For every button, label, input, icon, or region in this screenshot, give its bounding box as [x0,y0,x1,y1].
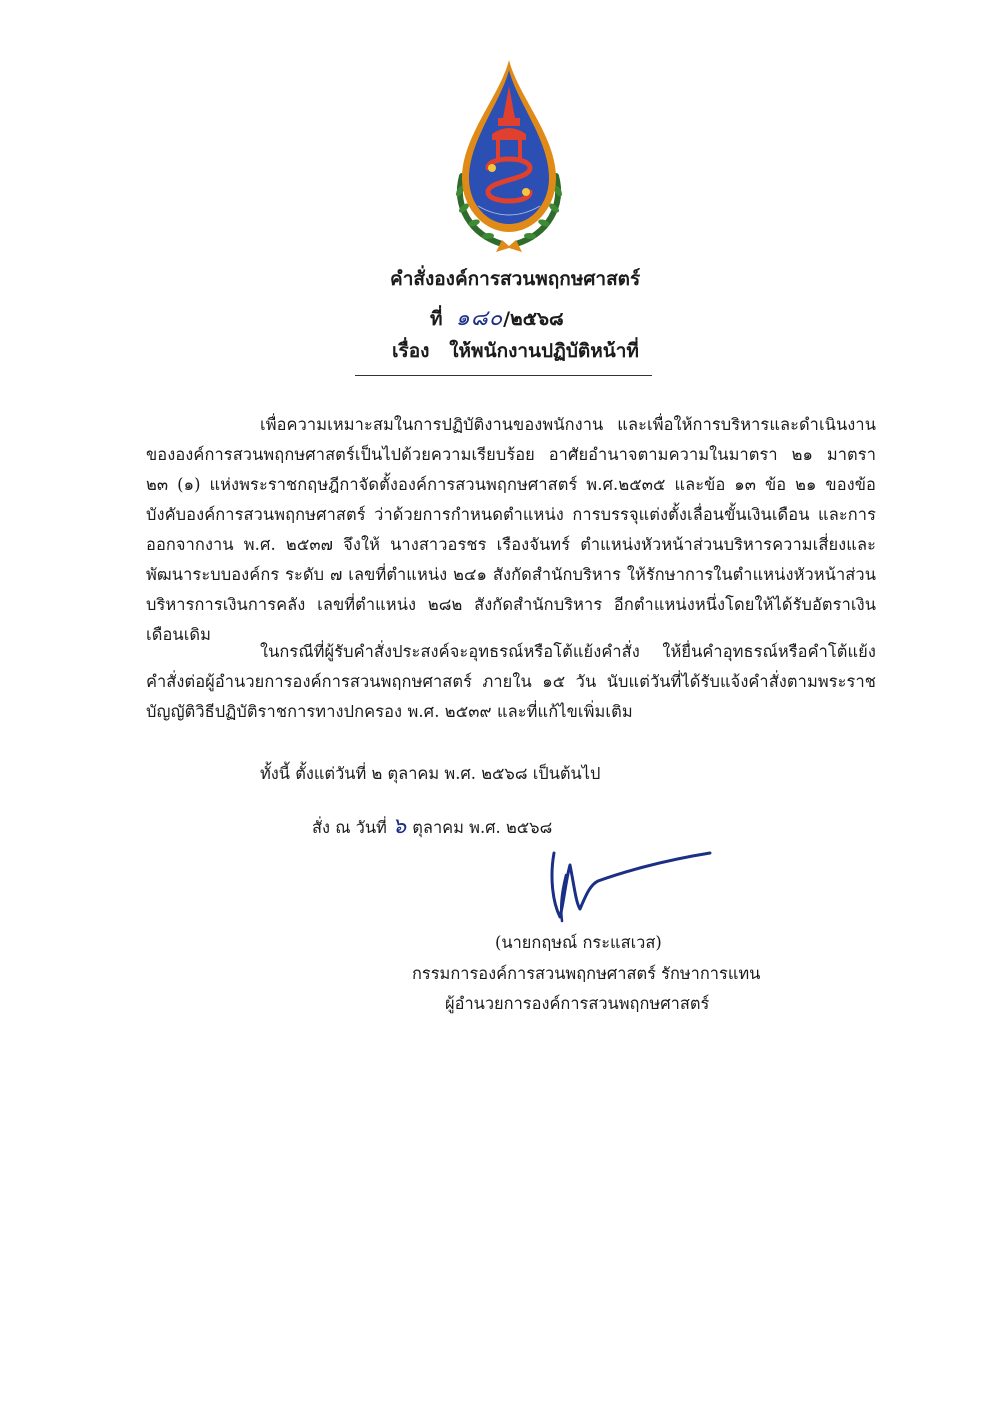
logo-drop-icon [440,56,578,256]
order-subject-text: ให้พนักงานปฏิบัติหน้าที่ [449,340,639,362]
order-number-handwritten: ๑๘๐ [455,306,504,331]
signer-name: (นายกฤษณ์ กระแสเวส) [495,933,662,952]
order-number [430,300,564,335]
order-number-suffix: /๒๕๖๘ [503,308,564,330]
body-paragraph-1: เพื่อความเหมาะสมในการปฏิบัติงานของพนักงาน และเพื่อให้การบริหารและดำเนินงานขององค์การสวนพฤกษศาสตร์เป็นไปด้วยความเรียบร้อย อาศัยอำนาจตามความในมาตรา ๒๑ มาตรา ๒๓ (๑) แห่งพระราชกฤษฎีกาจัดตั้งองค์การสวนพฤกษศาสตร์ พ.ศ.๒๕๓๕ และข้อ ๑๓ ข้อ ๒๑ ของข้อบังคับองค์การสวนพฤกษศาสตร์ ว่าด้วยการกำหนดตำแหน่ง การบรรจุแต่งตั้งเลื่อนขั้นเงินเดือน และการออกจากงาน พ.ศ. ๒๕๓๗ จึงให้ นางสาวอรชร เรืองจันทร์ ตำแหน่งหัวหน้าส่วนบริหารความเสี่ยงและพัฒนาระบบองค์กร ระดับ ๗ เลขที่ตำแหน่ง ๒๔๑ สังกัดสำนักบริหาร ให้รักษาการในตำแหน่งหัวหน้าส่วนบริหารการเงินการคลัง เลขที่ตำแหน่ง ๒๘๒ สังกัดสำนักบริหาร อีกตำแหน่งหนึ่งโดยให้ได้รับอัตราเงินเดือนเดิม [146,415,876,644]
order-subject-label: เรื่อง [392,340,430,362]
order-date-suffix: ตุลาคม พ.ศ. ๒๕๖๘ [412,818,553,837]
order-title: คำสั่งองค์การสวนพฤกษศาสตร์ [390,268,641,290]
body-paragraph-2: ในกรณีที่ผู้รับคำสั่งประสงค์จะอุทธรณ์หรือโต้แย้งคำสั่ง ให้ยื่นคำอุทธรณ์หรือคำโต้แย้งคำสั่งต่อผู้อำนวยการองค์การสวนพฤกษศาสตร์ ภายใน ๑๕ วัน นับแต่วันที่ได้รับแจ้งคำสั่งตามพระราชบัญญัติวิธีปฏิบัติราชการทางปกครอง พ.ศ. ๒๕๓๙ และที่แก้ไขเพิ่มเติม [146,642,876,721]
header-divider [355,375,652,376]
handwritten-signature [540,845,720,925]
signer-position-line-1: กรรมการองค์การสวนพฤกษศาสตร์ รักษาการแทน [412,964,761,983]
order-number-prefix: ที่ [430,308,443,330]
order-date-handwritten: ๖ [392,814,408,839]
organization-logo [440,56,578,256]
signer-position-line-2: ผู้อำนวยการองค์การสวนพฤกษศาสตร์ [445,994,710,1013]
effective-date-line: ทั้งนี้ ตั้งแต่วันที่ ๒ ตุลาคม พ.ศ. ๒๕๖๘ เป็นต้นไป [260,764,601,783]
signature-icon [540,845,720,925]
order-subject [392,336,639,366]
order-date-line [312,808,552,843]
order-date-prefix: สั่ง ณ วันที่ [312,818,387,837]
